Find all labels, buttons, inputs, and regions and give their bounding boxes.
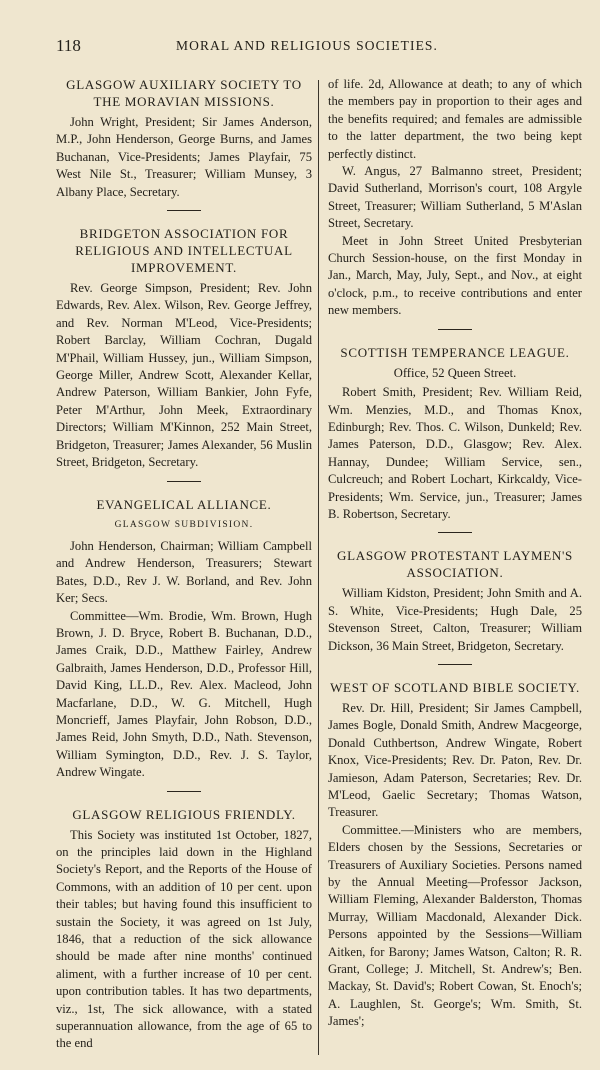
section-subheading: GLASGOW SUBDIVISION.: [114, 519, 254, 530]
section-heading: BRIDGETON ASSOCIATION FOR RELIGIOUS AND INTELLECTUAL IMPROVEMENT.: [75, 226, 293, 276]
section-heading: WEST OF SCOTLAND BIBLE SOCIETY.: [330, 679, 580, 695]
paragraph: Rev. George Simpson, President; Rev. John Edwards, Rev. Alex. Wilson, Rev. George Jeffrey, and Rev. Norman M'Leod, Vice-Presidents; Robert Barclay, William Cochran, Dugald M'Phail, William Hussey, jun., William Simpson, George Miller, Andrew Scott, Alexander Kellar, Andrew Paterson, William Bankier, John Fyfe, Peter M'Arthur, John Meek, Extraordinary Directors; William M'Kinnon, 252 Main Street, Bridgeton, Treasurer; James Alexander, 56 Muslin Street, Bridgeton, Secretary.: [56, 281, 312, 470]
section-moravian: [56, 76, 312, 201]
paragraph: William Kidston, President; John Smith and A. S. White, Vice-Presidents; Hugh Dale, 25 Stevenson Street, Calton, Treasurer; William Dickson, 36 Main Street, Bridgeton, Secretary.: [328, 586, 582, 653]
paragraph: of life. 2d, Allowance at death; to any of which the members pay in proportion to their ages and the benefits required; and females are admissible to the latter department, the two being kept perfectly distinct.: [328, 77, 582, 161]
running-title: MORAL AND RELIGIOUS SOCIETIES.: [176, 38, 438, 53]
paragraph: Committee.—Ministers who are members, Elders chosen by the Sessions, Secretaries or Treasurers of Auxiliary Societies. Persons named by the Annual Meeting—Professor Jackson, William Fleming, Alexander Balderston, Thomas Murray, William Macdonald, Alexander Dick. Persons appointed by the Sessions—William Aitken, for Barony; James Watson, Calton; R. R. Grant, College; J. Mitchell, St. Andrew's; Ben. Mackay, St. David's; Robert Cowan, St. Enoch's; A. Laughlen, St. George's; Wm. Smith, St. James';: [328, 822, 582, 1029]
section-heading: EVANGELICAL ALLIANCE.: [96, 496, 272, 512]
section-heading: GLASGOW PROTESTANT LAYMEN'S ASSOCIATION.: [337, 548, 573, 581]
right-column: [328, 76, 582, 1031]
paragraph: Rev. Dr. Hill, President; Sir James Campbell, James Bogle, Donald Smith, Andrew Macgeorge, Donald Cuthbertson, Andrew Wingate, Robert Knox, Vice-Presidents; Rev. Dr. Paton, Rev. Dr. Jamieson, Adam Paterson, Secretaries; Rev. Dr. M'Leod, Gaelic Secretary; Thomas Watson, Treasurer.: [328, 700, 582, 820]
section-evangelical: [56, 496, 312, 782]
section-rule: [438, 664, 472, 665]
section-rule: [167, 210, 201, 211]
section-bible: [328, 679, 582, 1031]
section-temperance: [328, 344, 582, 524]
section-friendly: [56, 806, 312, 1053]
page-number: 118: [56, 36, 81, 55]
section-friendly-continued: [328, 76, 582, 320]
section-heading: GLASGOW RELIGIOUS FRIENDLY.: [72, 806, 296, 822]
section-rule: [438, 329, 472, 330]
paragraph: John Wright, President; Sir James Anderson, M.P., John Henderson, George Burns, and James Buchanan, Vice-Presidents; James Playfair, 75 West Nile St., Treasurer; William Munsey, 3 Albany Place, Secretary.: [56, 115, 312, 199]
paragraph: Meet in John Street United Presbyterian Church Session-house, on the first Monday in Jan., March, May, July, Sept., and Nov., at eight o'clock, p.m., to receive contributions and enter new members.: [328, 233, 582, 318]
column-divider: [318, 80, 319, 1055]
section-rule: [167, 481, 201, 482]
paragraph: Robert Smith, President; Rev. William Reid, Wm. Menzies, M.D., and Thomas Knox, Edinburgh; Rev. Thos. C. Wilson, Dunkeld; Rev. James Paterson, D.D., Glasgow; Rev. Alex. Hannay, Dundee; William Service, sen., Culcreuch; and Robert Lochart, Kirkcaldy, Vice-Presidents; Wm. Service, jun., Treasurer; James B. Robertson, Secretary.: [328, 385, 582, 521]
page-header: [56, 36, 556, 58]
paragraph: Committee—Wm. Brodie, Wm. Brown, Hugh Brown, J. D. Bryce, Robert B. Buchanan, D.D., James Craik, D.D., Matthew Fairley, Andrew Galbraith, James Henderson, D.D., Professor Hill, David King, LL.D., Rev. Alex. Macleod, John Macfarlane, D.D., W. G. Mitchell, Hugh Moncrieff, James Playfair, John Robson, D.D., James Reid, John Smyth, D.D., Nath. Stevenson, William Symington, D.D., Rev. J. S. Taylor, Andrew Wingate.: [56, 608, 312, 780]
section-rule: [438, 532, 472, 533]
section-heading: SCOTTISH TEMPERANCE LEAGUE.: [340, 344, 570, 360]
office-address: Office, 52 Queen Street.: [393, 365, 517, 380]
section-heading: GLASGOW AUXILIARY SOCIETY TO THE MORAVIAN MISSIONS.: [66, 77, 302, 109]
paragraph: This Society was instituted 1st October, 1827, on the principles laid down in the Highland Society's Report, and the Reports of the House of Commons, with an addition of 10 per cent. upon their tables; but having found this insufficient to sustain the Society, it was agreed on 1st July, 1846, that a reduction of the sick allowance should be made after nine months' continued aliment, with a further increase of 10 per cent. upon contribution tables. It has two departments, viz., 1st, The sick allowance, with a stated superannuation allowance, from the age of 65 to the end: [56, 827, 312, 1051]
left-column: [56, 76, 312, 1053]
section-rule: [167, 791, 201, 792]
paragraph: W. Angus, 27 Balmanno street, President; David Sutherland, Morrison's court, 108 Argyle Street, Treasurer; William Sutherland, 5 M'Aslan Street, Secretary.: [328, 164, 582, 231]
section-laymen: [328, 547, 582, 655]
paragraph: John Henderson, Chairman; William Campbell and Andrew Henderson, Treasurers; Stewart Bates, D.D., Rev J. W. Borland, and Rev. John Ker; Secs.: [56, 538, 312, 606]
section-bridgeton: [56, 225, 312, 471]
